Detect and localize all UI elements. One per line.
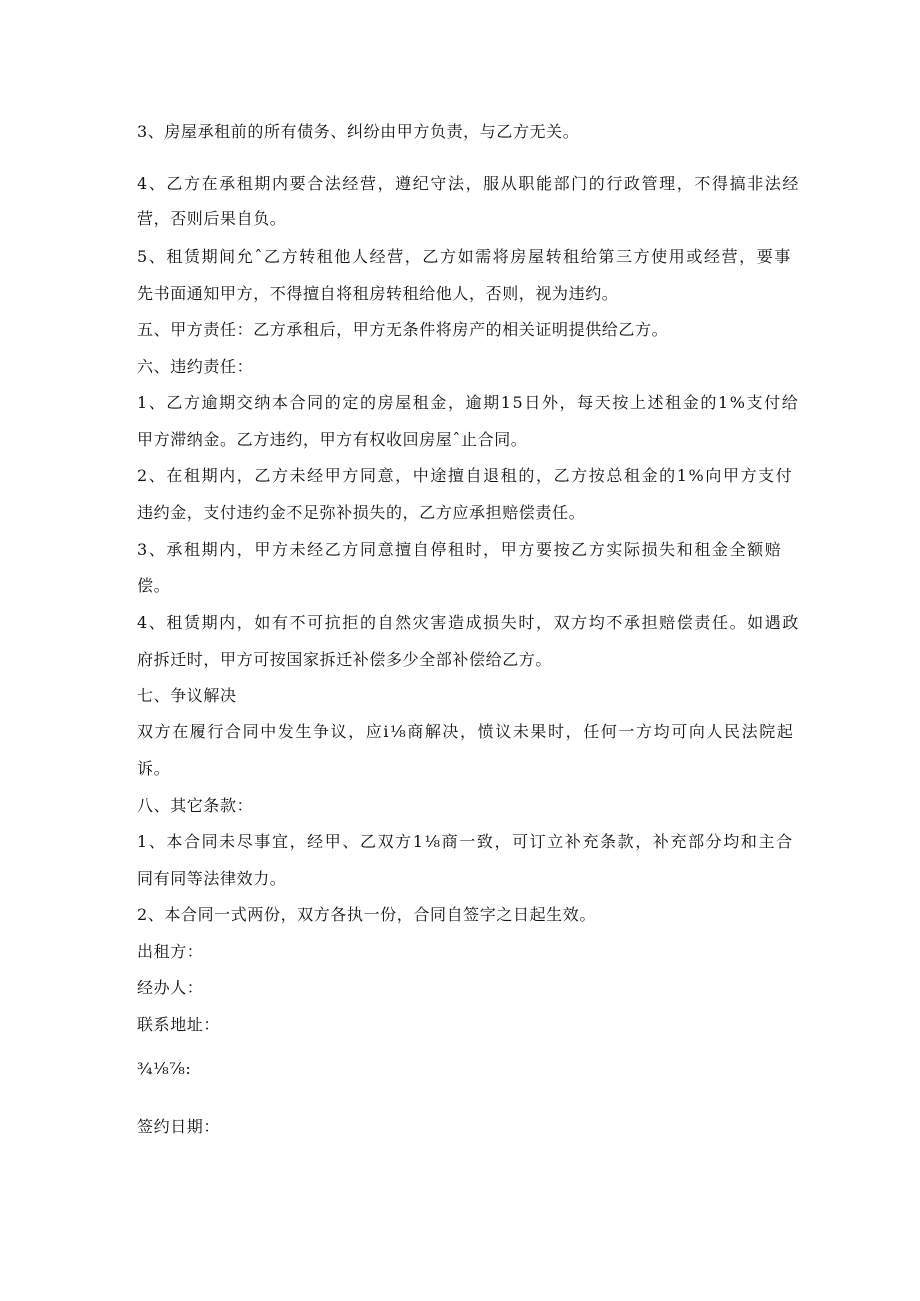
breach-2-line-2: 违约金，支付违约金不足弥补损失的，乙方应承担赔偿责任。 — [137, 503, 586, 522]
other-1-line-2: 同有同等法律效力。 — [137, 869, 287, 888]
breach-1-line-2: 甲方滞纳金。乙方违约，甲方有权收回房屋ˆ止合同。 — [137, 430, 528, 449]
breach-3-line-1: 3、承租期内，甲方未经乙方同意擅自停租时，甲方要按乙方实际损失和租金全额赔 — [137, 540, 783, 559]
lessor-label: 出租方： — [137, 942, 204, 961]
clause-4-line-2: 营，否则后果自负。 — [137, 209, 287, 228]
other-2: 2、本合同一式两份，双方各执一份，合同自签字之日起生效。 — [137, 905, 596, 924]
other-1-line-1: 1、本合同未尽事宜，经甲、乙双方1⅛商一致，可订立补充条款，补充部分均和主合 — [137, 832, 794, 851]
dispute-line-2: 诉。 — [137, 759, 171, 778]
agent-label: 经办人： — [137, 978, 204, 997]
clause-5-line-2: 先书面通知甲方，不得擅自将租房转租给他人，否则，视为违约。 — [137, 284, 619, 303]
dispute-line-1: 双方在履行合同中发生争议，应i⅛商解决，愤议未果时，任何一方均可向人民法院起 — [137, 722, 795, 741]
section-8-heading: 八、其它条款： — [137, 796, 254, 815]
breach-3-line-2: 偿。 — [137, 576, 171, 595]
section-5-lessor-duty: 五、甲方责任：乙方承租后，甲方无条件将房产的相关证明提供给乙方。 — [137, 320, 669, 339]
section-6-heading: 六、违约责任： — [137, 357, 254, 376]
breach-4-line-2: 府拆迁时，甲方可按国家拆迁补偿多少全部补偿给乙方。 — [137, 650, 553, 669]
clause-3-debts: 3、房屋承租前的所有债务、纠纷由甲方负责，与乙方无关。 — [137, 122, 580, 141]
section-7-heading: 七、争议解决 — [137, 686, 237, 705]
clause-4-line-1: 4、乙方在承租期内要合法经营，遵纪守法，服从职能部门的行政管理，不得搞非法经 — [137, 174, 800, 193]
garbled-label: ¾⅛⅞: — [137, 1059, 192, 1078]
clause-5-line-1: 5、租赁期间允ˆ乙方转租他人经营，乙方如需将房屋转租给第三方使用或经营，要事 — [137, 247, 792, 266]
breach-2-line-1: 2、在租期内，乙方未经甲方同意，中途擅自退租的，乙方按总租金的1%向甲方支付 — [137, 466, 794, 485]
address-label: 联系地址： — [137, 1015, 221, 1034]
signing-date-label: 签约日期： — [137, 1117, 221, 1136]
breach-1-line-1: 1、乙方逾期交纳本合同的定的房屋租金，逾期15日外，每天按上述租金的1%支付给 — [137, 393, 800, 412]
breach-4-line-1: 4、租赁期内，如有不可抗拒的自然灾害造成损失时，双方均不承担赔偿责任。如遇政 — [137, 613, 800, 632]
